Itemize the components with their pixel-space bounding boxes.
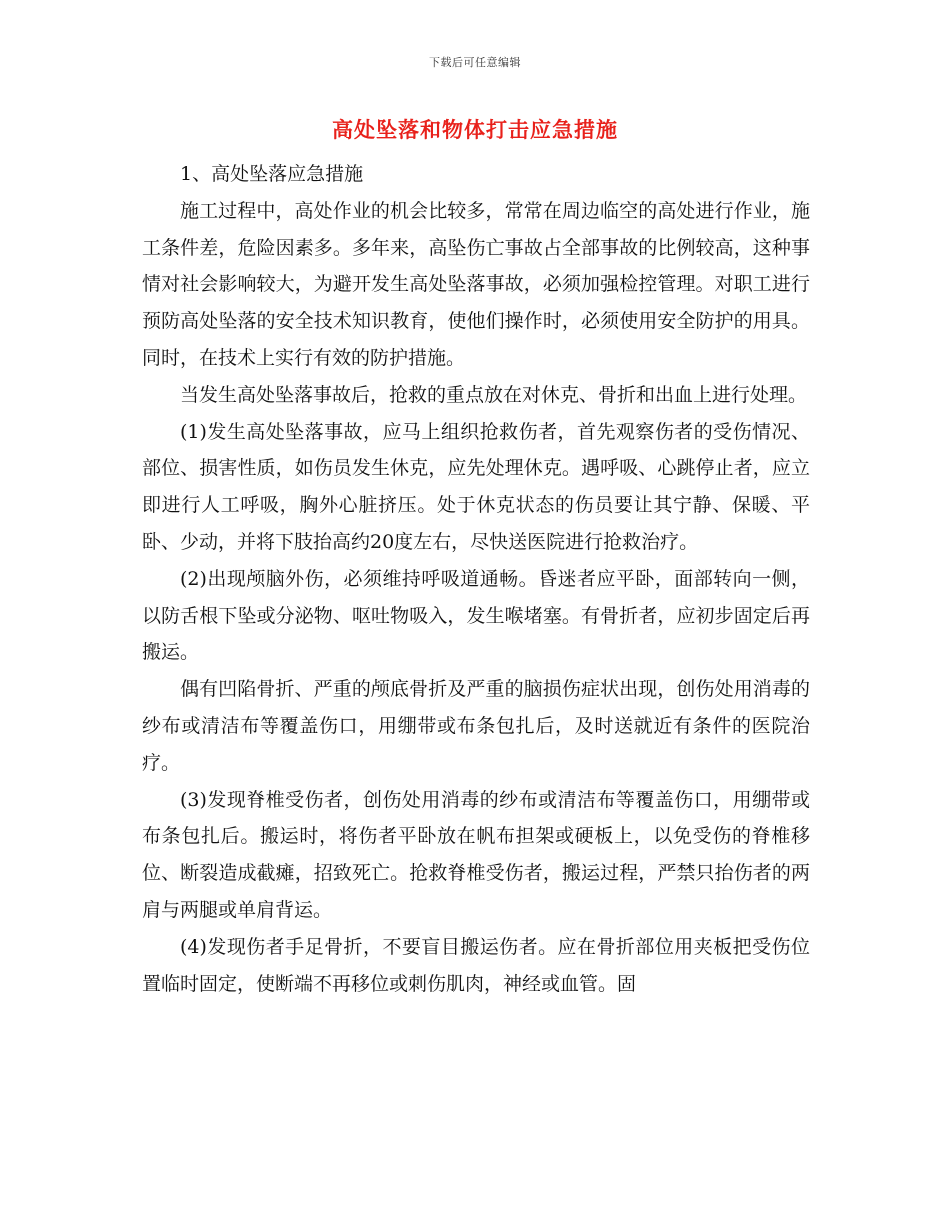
document-body [142, 156, 810, 1002]
header-note: 下载后可任意编辑 [429, 56, 521, 69]
document-title: 高处坠落和物体打击应急措施 [332, 117, 618, 142]
paragraph: 施工过程中，高处作业的机会比较多，常常在周边临空的高处进行作业，施工条件差，危险因素多。多年来，高坠伤亡事故占全部事故的比例较高，这种事情对社会影响较大，为避开发生高处坠落事故，必须加强检控管理。对职工进行预防高处坠落的安全技术知识教育，使他们操作时，必须使用安全防护的用具。同时，在技术上实行有效的防护措施。 [142, 199, 810, 369]
paragraph: 偶有凹陷骨折、严重的颅底骨折及严重的脑损伤症状出现，创伤处用消毒的纱布或清洁布等覆盖伤口，用绷带或布条包扎后，及时送就近有条件的医院治疗。 [142, 678, 810, 774]
paragraph: (2)出现颅脑外伤，必须维持呼吸道通畅。昏迷者应平卧，面部转向一侧，以防舌根下坠或分泌物、呕吐物吸入，发生喉堵塞。有骨折者，应初步固定后再搬运。 [142, 567, 810, 664]
paragraph: 当发生高处坠落事故后，抢救的重点放在对休克、骨折和出血上进行处理。 [180, 383, 808, 406]
section-heading: 1、高处坠落应急措施 [180, 163, 364, 185]
paragraph: (3)发现脊椎受伤者，创伤处用消毒的纱布或清洁布等覆盖伤口，用绷带或布条包扎后。搬运时，将伤者平卧放在帆布担架或硬板上，以免受伤的脊椎移位、断裂造成截瘫，招致死亡。抢救脊椎受伤者，搬运过程，严禁只抬伤者的两肩与两腿或单肩背运。 [142, 788, 810, 921]
paragraph: (1)发生高处坠落事故，应马上组织抢救伤者，首先观察伤者的受伤情况、部位、损害性质，如伤员发生休克，应先处理休克。遇呼吸、心跳停止者，应立即进行人工呼吸，胸外心脏挤压。处于休克状态的伤员要让其宁静、保暖、平卧、少动，并将下肢抬高约20度左右，尽快送医院进行抢救治疗。 [142, 420, 810, 553]
paragraph: (4)发现伤者手足骨折，不要盲目搬运伤者。应在骨折部位用夹板把受伤位置临时固定，使断端不再移位或刺伤肌肉，神经或血管。固 [142, 935, 810, 995]
